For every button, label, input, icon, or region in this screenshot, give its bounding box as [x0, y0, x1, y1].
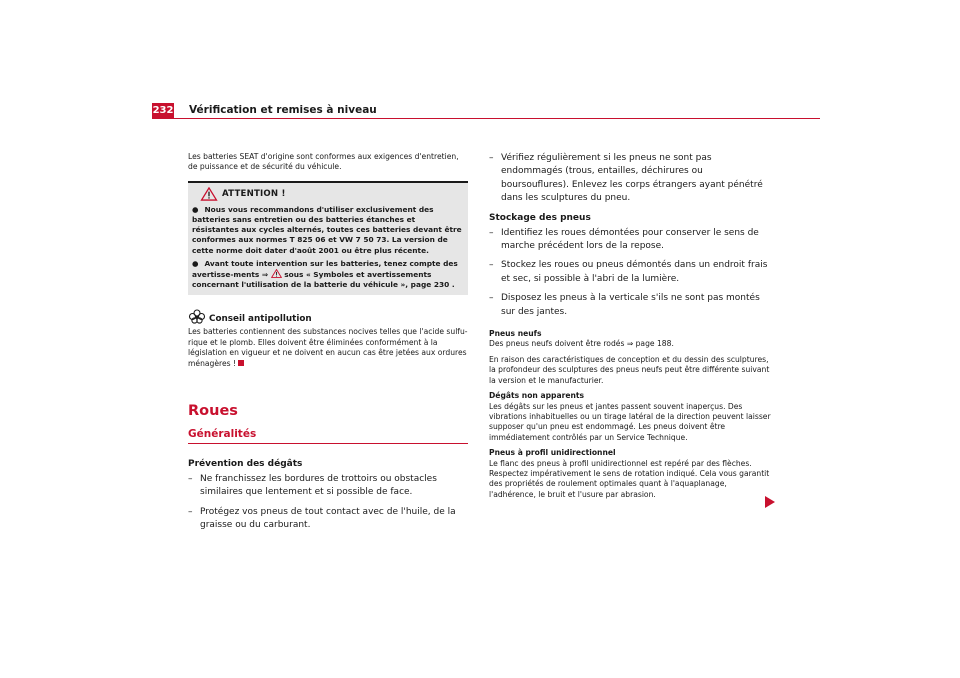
hidden-damage-text: Les dégâts sur les pneus et jantes passent souvent inaperçus. Des vibrations inhabituelles ou un tirage latéral de la direction peuvent laisser supposer qu'un pneu est endommagé. Les pneus doivent être immédiatement contrôlés par un Service Technique.	[489, 401, 771, 442]
left-column	[188, 152, 468, 533]
header-title: Vérification et remises à niveau	[189, 104, 377, 116]
directional-text: Le flanc des pneus à profil unidirectionnel est repéré par des flèches. Respectez impérativement le sens de rotation indiqué. Cela vous garantit des propriétés de roulement optimales quant à l'aquaplanage, l'adhérence, le bruit et l'usure par abrasion.	[489, 458, 770, 499]
next-page-arrow-icon	[765, 496, 775, 508]
bullet-icon: ●	[192, 204, 199, 214]
list-item: – Disposez les pneus à la verticale s'ils ne sont pas montés sur des jantes.	[489, 293, 760, 317]
warning-triangle-icon	[200, 187, 218, 201]
flower-icon	[188, 309, 206, 324]
end-marker-icon	[238, 360, 244, 366]
directional-block	[489, 448, 771, 500]
environment-tip-header	[188, 309, 468, 324]
prevention-title: Prévention des dégâts	[188, 459, 303, 470]
hidden-damage-title: Dégâts non apparents	[489, 391, 585, 401]
list-item: – Vérifiez régulièrement si les pneus ne sont pas endommagés (trous, entailles, déchirures ou boursouflures). Enlevez les corps étrangers ayant pénétré dans les sculptures du pneu.	[489, 153, 763, 204]
list-item: – Protégez vos pneus de tout contact avec de l'huile, de la graisse ou du carburant.	[188, 506, 456, 531]
warning-item-1: ● Nous vous recommandons d'utiliser exclusivement des batteries sans entretien ou des batteries étanches et résistantes aux cycles alternés, toutes ces batteries devant être conformes aux normes T 825 06 et VW 7 50 73. La version de cette norme doit dater d'août 2001 ou être plus récente.	[192, 204, 462, 255]
inline-warning-icon	[271, 269, 282, 278]
warning-box	[188, 181, 468, 296]
environment-tip-title: Conseil antipollution	[209, 314, 312, 325]
right-column	[489, 152, 771, 500]
new-tires-block	[489, 329, 771, 386]
warning-item-2: ● Avant toute intervention sur les batteries, tenez compte des avertisse-ments ⇒ sous « Symboles et avertissements concernant l'utilisation de la batterie du véhicule », page 230 .	[192, 258, 458, 290]
page-header	[152, 103, 820, 119]
new-tires-text-2: En raison des caractéristiques de conception et du dessin des sculptures, la profondeur des sculptures des pneus neufs peut être différente suivant la version et le manufacturier.	[489, 354, 770, 385]
bullet-icon: ●	[192, 258, 199, 268]
environment-tip-text: Les batteries contiennent des substances nocives telles que l'acide sulfu-rique et le plomb. Elles doivent être éliminées conformément à la législation en vigueur et ne doivent en aucun cas être jetées aux ordures ménagères !	[188, 327, 468, 368]
directional-title: Pneus à profil unidirectionnel	[489, 448, 616, 458]
warning-title: ATTENTION !	[222, 188, 286, 199]
storage-title: Stockage des pneus	[489, 212, 591, 223]
chapter-title: Roues	[188, 403, 238, 420]
new-tires-text-1: Des pneus neufs doivent être rodés ⇒ page 188.	[489, 339, 674, 349]
list-item: – Identifiez les roues démontées pour conserver le sens de marche précédent lors de la repose.	[489, 227, 759, 252]
section-title: Généralités	[188, 428, 468, 444]
battery-intro: Les batteries SEAT d'origine sont conformes aux exigences d'entretien, de puissance et de sécurité du véhicule.	[188, 152, 459, 172]
list-item: – Ne franchissez les bordures de trottoirs ou obstacles similaires que lentement et si possible de face.	[188, 474, 437, 498]
new-tires-title: Pneus neufs	[489, 329, 542, 339]
hidden-damage-block	[489, 391, 771, 443]
warning-header	[192, 186, 464, 202]
page-number: 232	[152, 105, 174, 116]
list-item: – Stockez les roues ou pneus démontés dans un endroit frais et sec, si possible à l'abri de la lumière.	[489, 260, 768, 284]
